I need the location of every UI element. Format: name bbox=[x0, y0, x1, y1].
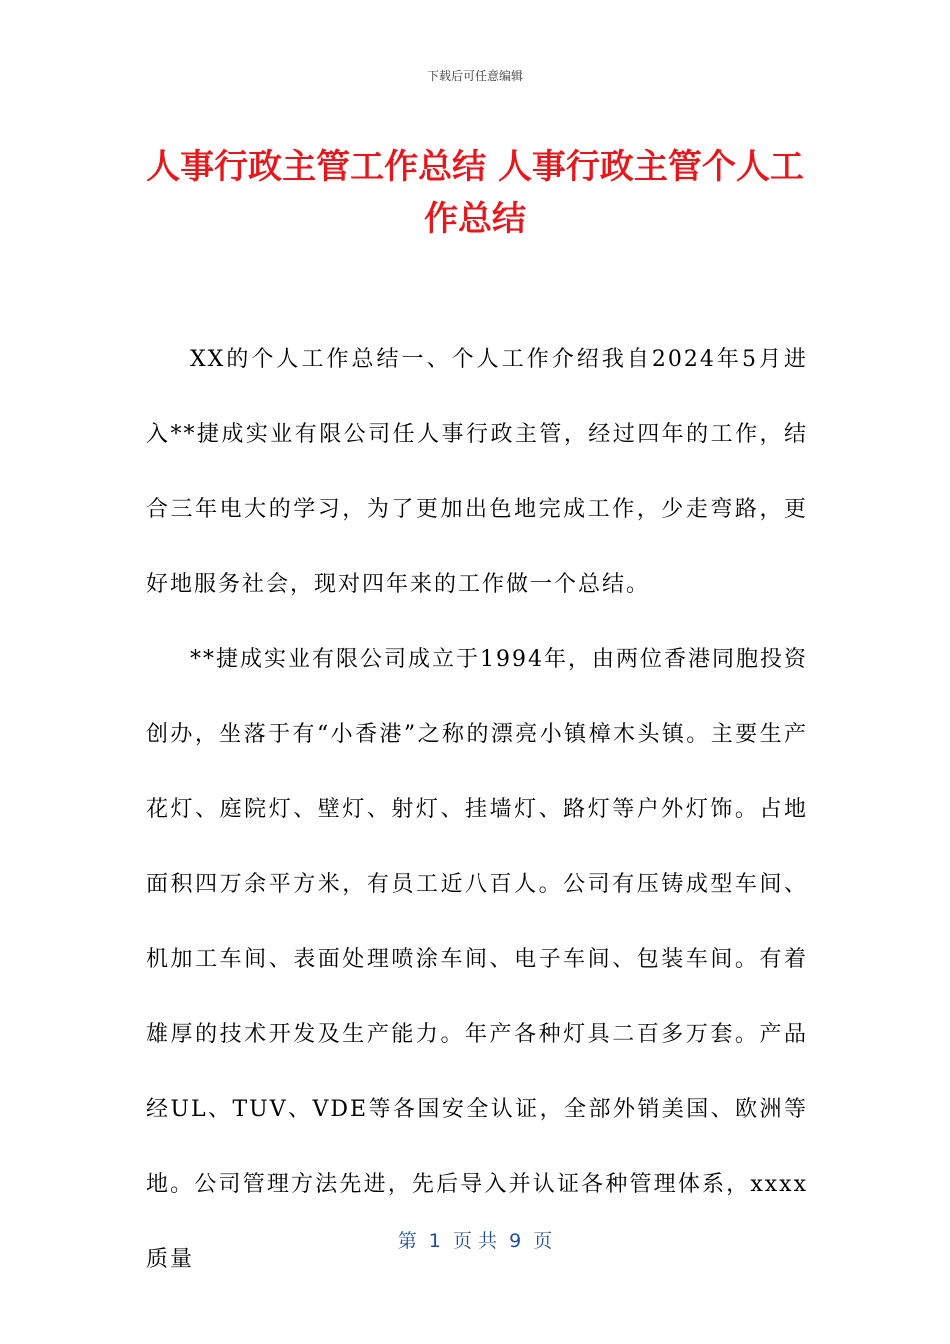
document-title: 人事行政主管工作总结 人事行政主管个人工作总结 bbox=[146, 147, 804, 239]
page-footer: 第 1 页 共 9 页 bbox=[397, 1230, 553, 1252]
paragraph-1: XX的个人工作总结一、个人工作介绍我自2024年5月进入**捷成实业有限公司任人事行政主管，经过四年的工作，结合三年电大的学习，为了更加出色地完成工作，少走弯路，更好地服务社会，现对四年来的工作做一个总结。 bbox=[146, 347, 808, 597]
document-body bbox=[146, 322, 808, 1297]
header-note: 下载后可任意编辑 bbox=[426, 69, 523, 83]
paragraph-2: **捷成实业有限公司成立于1994年，由两位香港同胞投资创办，坐落于有“小香港”之称的漂亮小镇樟木头镇。主要生产花灯、庭院灯、壁灯、射灯、挂墙灯、路灯等户外灯饰。占地面积四万余平方米，有员工近八百人。公司有压铸成型车间、机加工车间、表面处理喷涂车间、电子车间、包装车间。有着雄厚的技术开发及生产能力。年产各种灯具二百多万套。产品经UL、TUV、VDE等各国安全认证，全部外销美国、欧洲等地。公司管理方法先进，先后导入并认证各种管理体系，xxxx质量 bbox=[146, 647, 808, 1272]
